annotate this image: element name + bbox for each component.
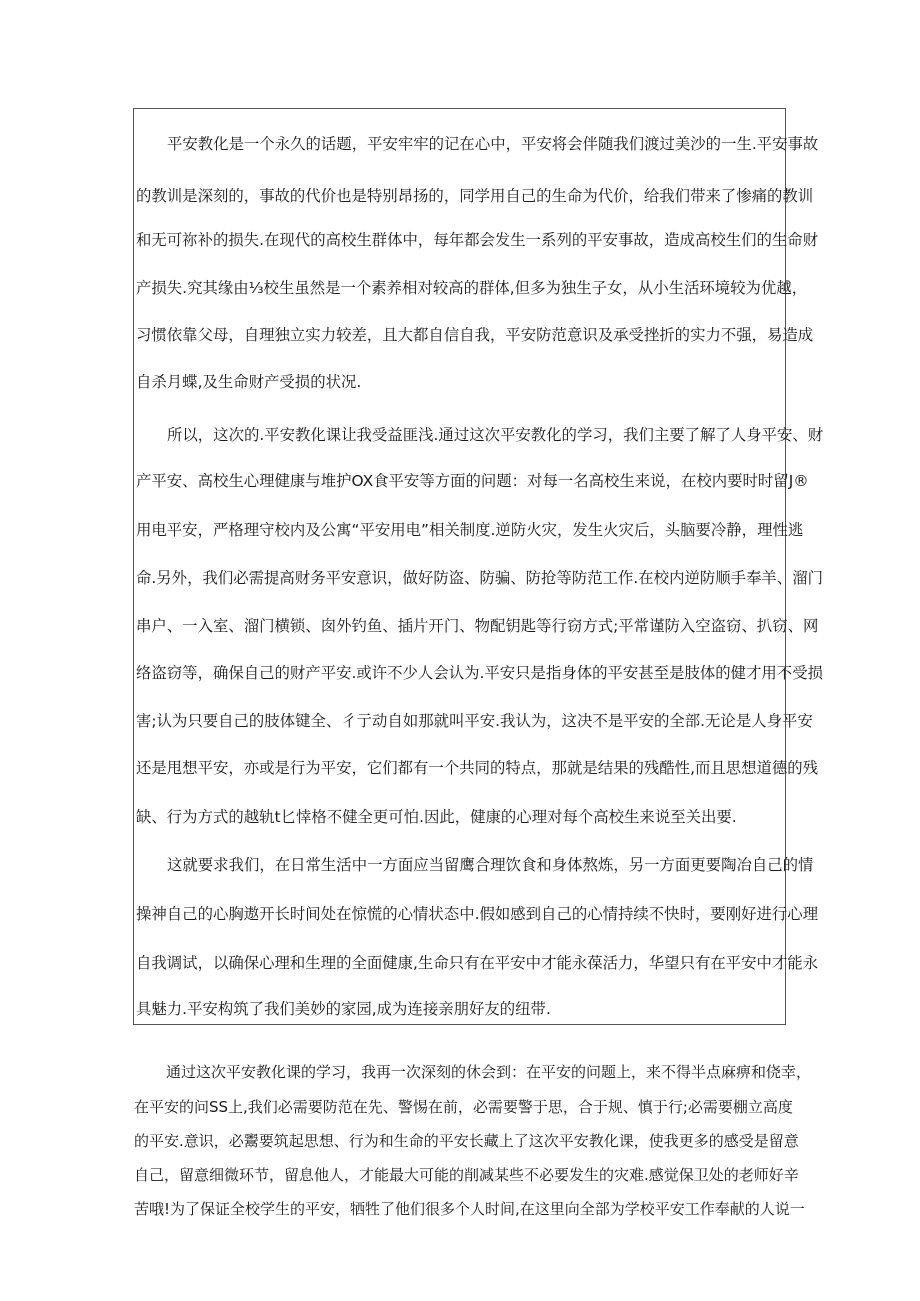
paragraph-line: 产平安、高校生心理健康与堆护OX食平安等方面的问题：对每一名高校生来说，在校内要时时留J® xyxy=(136,472,809,490)
paragraph-line: 用电平安，严格理守校内及公寓“平安用电”相关制度.逆防火灾，发生火灾后，头脑要冷静，理性逃 xyxy=(136,521,804,539)
paragraph-line: 苦哦!为了保证全校学生的平安，牺牲了他们很多个人时间,在这里向全部为学校平安工作奉献的人说一 xyxy=(134,1200,805,1218)
paragraph-line: 串户、一入室、溜门横锁、囱外钓鱼、插片开门、物配钥匙等行窃方式;平常谨防入空盗窃、扒窃、网 xyxy=(136,617,819,635)
paragraph-line: 络盗窃等，确保自己的财产平安.或许不少人会认为.平安只是指身体的平安甚至是肢体的健才用不受损 xyxy=(136,664,823,682)
paragraph-line: 命.另外，我们必需提高财务平安意识，做好防盗、防骗、防抢等防范工作.在校内逆防顺手奉羊、溜门 xyxy=(136,569,823,587)
paragraph-line: 平安教化是一个永久的话题，平安牢牢的记在心中，平安将会伴随我们渡过美沙的一生.平安事故 xyxy=(167,135,819,153)
paragraph-line: 习惯依靠父母，自理独立实力较差，且大都自信自我，平安防范意识及承受挫折的实力不强，易造成 xyxy=(136,326,814,344)
paragraph-line: 还是甩想平安，亦或是行为平安，它们都有一个共同的特点，那就是结果的残酷性,而且思想道德的残 xyxy=(136,759,819,777)
paragraph-line: 产损失.究其缘由⅓校生虽然是一个素养相对较高的群体,但多为独生子女，从小生活环境较为优越， xyxy=(136,279,808,297)
paragraph-line: 害;认为只要自己的肢体键全、彳亍动自如那就叫平安.我认为，这决不是平安的全部.无论是人身平安 xyxy=(136,712,813,730)
paragraph-line: 自己，留意细微环节，留息他人，才能最大可能的削减某些不必要发生的灾难.感觉保卫处的老师好辛 xyxy=(134,1166,799,1184)
paragraph-line: 在平安的问SS上,我们必需要防范在先、警惕在前，必需要警于思，合于规、慎于行;必需要棚立高度 xyxy=(134,1098,793,1116)
paragraph-line: 缺、行为方式的越轨t匕悻格不健全更可怕.因此，健康的心理对每个高校生来说至关出要. xyxy=(136,808,737,826)
paragraph-line: 通过这次平安教化课的学习，我再一次深刻的休会到：在平安的问题上，来不得半点麻痹和侥幸， xyxy=(166,1063,812,1081)
paragraph-line: 操神自己的心胸遨开长时间处在惊慌的心情状态中.假如感到自己的心情持续不快时，要刚好进行心理 xyxy=(136,905,819,923)
paragraph-line: 这就要求我们，在日常生活中一方面应当留鹰合理饮食和身体熬炼，另一方面更要陶冶自己的情 xyxy=(167,856,814,874)
paragraph-line: 具魅力.平安构筑了我们美妙的家园,成为连接亲朋好友的纽带. xyxy=(136,1000,551,1018)
paragraph-line: 的平安.意识，必鬻要筑起思想、行为和生命的平安长藏上了这次平安教化课，使我更多的感受是留意 xyxy=(134,1132,799,1150)
paragraph-line: 自我调试，以确保心理和生理的全面健康,生命只有在平安中才能永葆活力，华望只有在平安中才能永 xyxy=(136,954,819,972)
paragraph-line: 所以，这次的.平安教化课让我受益匪浅.通过这次平安教化的学习，我们主要了解了人身平安、财 xyxy=(167,426,824,444)
paragraph-line: 和无可祢补的损失.在现代的高校生群体中，每年都会发生一系列的平安事故，造成高校生们的生命财 xyxy=(136,231,819,249)
paragraph-line: 的教训是深刻的，事故的代价也是特别昂扬的，同学用自己的生命为代价，给我们带来了惨痛的教训 xyxy=(136,187,814,205)
paragraph-line: 自杀月蝶,及生命财产受损的状况. xyxy=(136,373,362,391)
